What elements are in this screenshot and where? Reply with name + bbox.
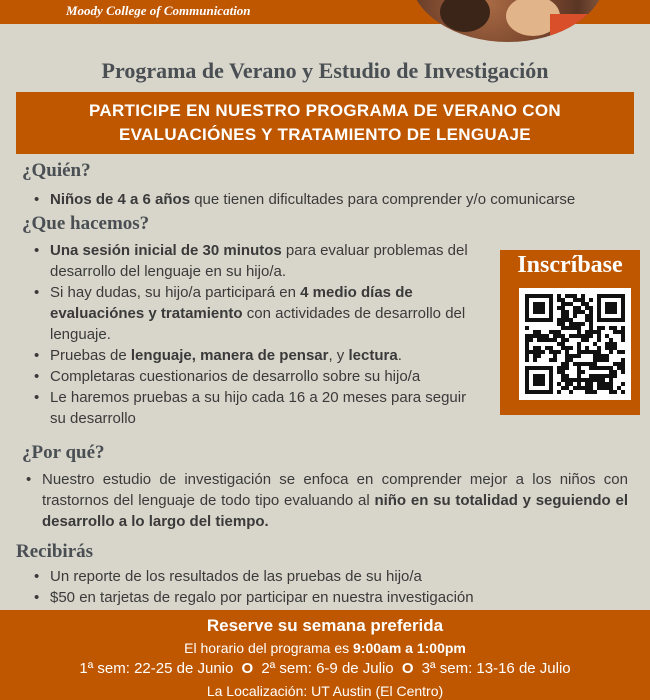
program-hours: El horario del programa es 9:00am a 1:00pm xyxy=(184,640,466,656)
banner-line-1: PARTICIPE EN NUESTRO PROGRAMA DE VERANO CON xyxy=(89,101,561,120)
week-2: 2ª sem: 6-9 de Julio xyxy=(261,660,394,677)
list-item: • Un reporte de los resultados de las pruebas de su hijo/a xyxy=(34,566,634,587)
quien-list xyxy=(34,189,634,210)
children-photo xyxy=(410,0,606,42)
quien-heading: ¿Quién? xyxy=(22,160,91,181)
program-weeks xyxy=(0,660,650,677)
photo-child-1 xyxy=(440,0,490,32)
list-item: • Niños de 4 a 6 años que tienen dificultades para comprender y/o comunicarse xyxy=(34,189,634,210)
list-item: • Si hay dudas, su hijo/a participará en 4 medio días de evaluaciónes y tratamiento con actividades de desarrollo del lenguaje. xyxy=(34,282,484,345)
banner xyxy=(16,92,634,154)
que-hacemos-list xyxy=(34,240,484,429)
signup-label: Inscríbase xyxy=(517,252,623,278)
por-que-heading: ¿Por qué? xyxy=(22,442,105,463)
college-name: Moody College of Communication xyxy=(66,3,251,18)
schedule-band xyxy=(0,610,650,700)
program-location: La Localización: UT Austin (El Centro) xyxy=(206,683,444,699)
por-que-list xyxy=(26,469,628,532)
photo-book xyxy=(550,14,590,36)
reserve-heading: Reserve su semana preferida xyxy=(206,616,444,635)
signup-box xyxy=(500,250,640,415)
page-title: Programa de Verano y Estudio de Investigación xyxy=(101,58,549,83)
qr-code-icon[interactable] xyxy=(519,288,631,400)
week-separator: O xyxy=(241,660,254,677)
banner-line-2: EVALUACIÓNES Y TRATAMIENTO DE LENGUAJE xyxy=(119,125,531,144)
list-item: • Una sesión inicial de 30 minutos para evaluar problemas del desarrollo del lenguaje en su hijo/a. xyxy=(34,240,484,282)
list-item: • Pruebas de lenguaje, manera de pensar, y lectura. xyxy=(34,345,484,366)
list-item: • Nuestro estudio de investigación se enfoca en comprender mejor a los niños con trastornos del lenguaje de todo tipo evaluando al niño en su totalidad y seguiendo el desarrollo a lo largo del tiempo. xyxy=(26,469,628,532)
list-item: • Completaras cuestionarios de desarrollo sobre su hijo/a xyxy=(34,366,484,387)
week-3: 3ª sem: 13-16 de Julio xyxy=(421,660,571,677)
week-1: 1ª sem: 22-25 de Junio xyxy=(79,660,234,677)
recibiras-heading: Recibirás xyxy=(16,541,94,562)
que-hacemos-heading: ¿Que hacemos? xyxy=(22,213,150,234)
list-item: • $50 en tarjetas de regalo por participar en nuestra investigación xyxy=(34,587,634,608)
list-item: • Le haremos pruebas a su hijo cada 16 a 20 meses para seguir su desarrollo xyxy=(34,387,484,429)
week-separator: O xyxy=(401,660,414,677)
recibiras-list xyxy=(34,566,634,608)
